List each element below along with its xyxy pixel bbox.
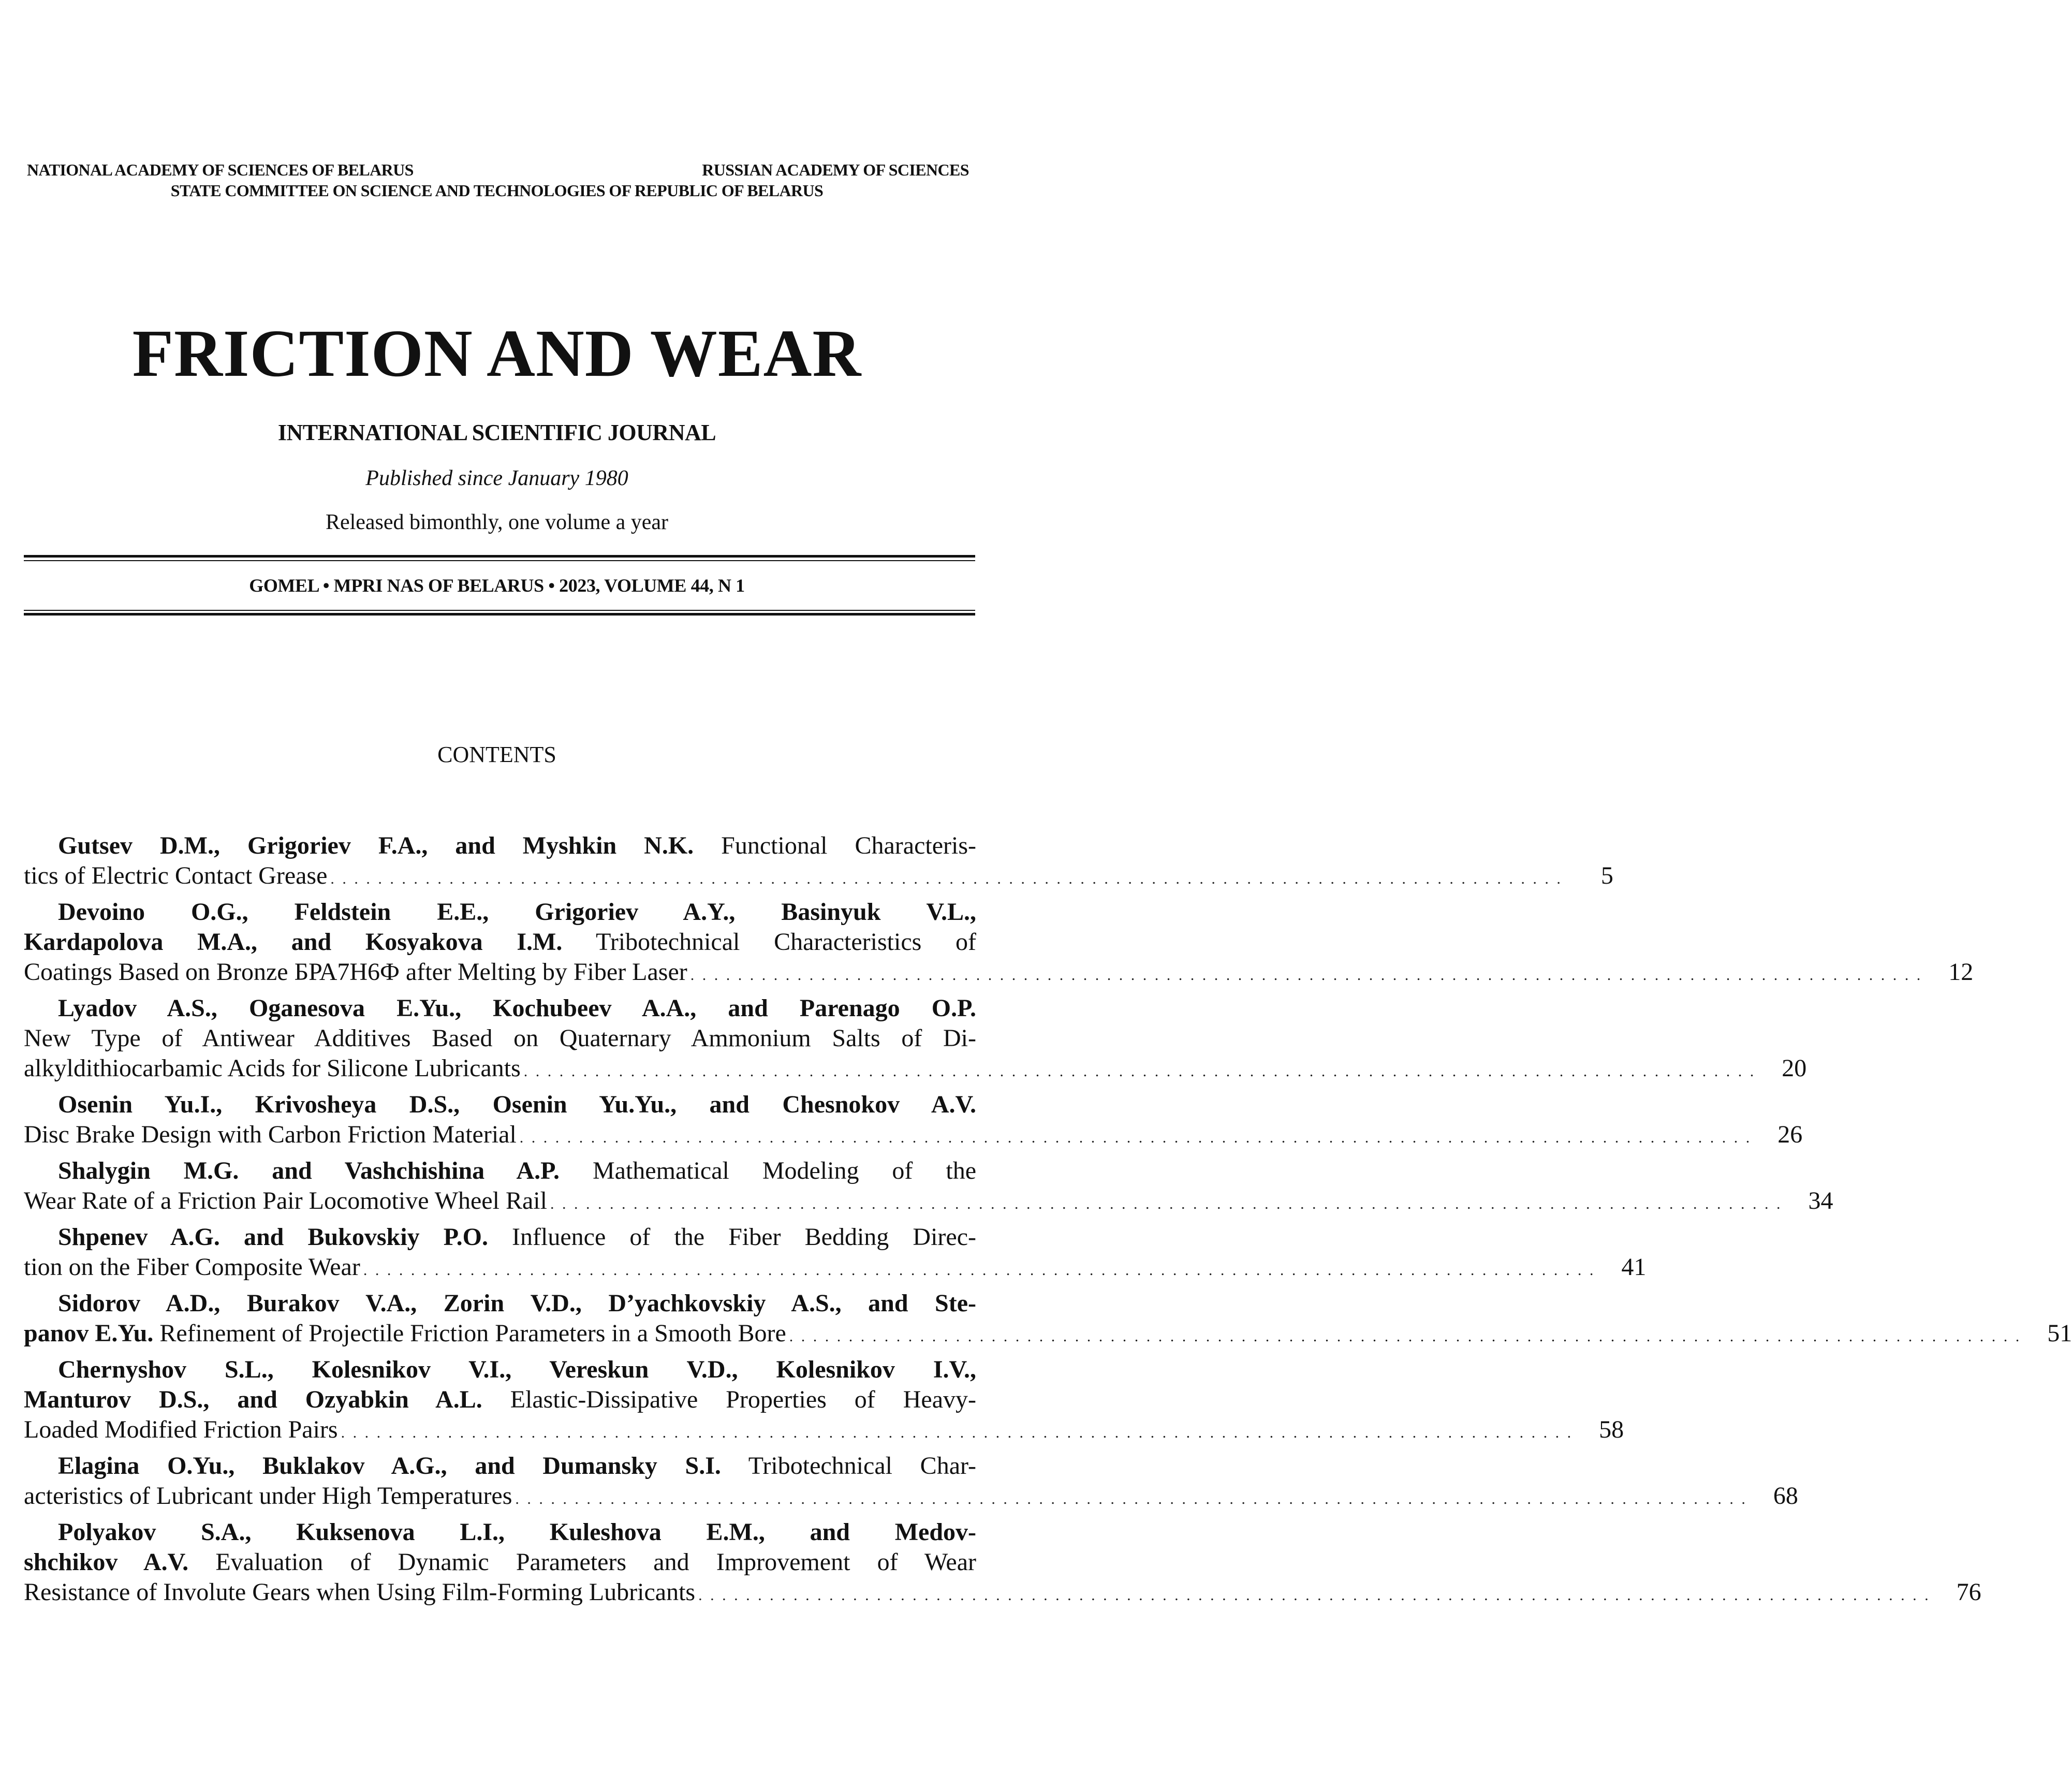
toc-entry[interactable] xyxy=(24,897,1974,987)
bottom-rule-thin xyxy=(24,610,975,611)
toc-entry-line xyxy=(24,831,976,861)
toc-entry-line xyxy=(24,897,976,927)
toc-entry-line xyxy=(24,1156,976,1186)
toc-title-part: tion on the Fiber Composite Wear xyxy=(24,1253,360,1281)
toc-authors: Devoino O.G., Feldstein E.E., Grigoriev A.Y., Basinyuk V.L., xyxy=(58,898,976,926)
toc-authors: Osenin Yu.I., Krivosheya D.S., Osenin Yu.Yu., and Chesnokov A.V. xyxy=(58,1091,976,1118)
toc-page-number: 51 xyxy=(2047,1320,2072,1347)
toc-entry-line xyxy=(24,1090,976,1120)
table-of-contents xyxy=(24,831,2072,1614)
toc-leader-dots: . . . . . . . . . . . . . . . . . . . . . . . . . . . . . . . . . . . . . . . . . . . . . . . . . . . . . . . . . . . . . . . . . . . . . . . . . . . . . . . . . . . . . . . . . . . . . . . . . . . . . . . . xyxy=(330,870,1563,887)
toc-page-number: 12 xyxy=(1948,958,1974,986)
journal-since: Published since January 1980 xyxy=(365,466,628,490)
toc-leader-dots: . . . . . . . . . . . . . . . . . . . . . . . . . . . . . . . . . . . . . . . . . . . . . . . . . . . . . . . . . . . . . . . . . . . . . . . . . . . . . . . . . . . . . . . . . . . . . . . . . . . . . . . . xyxy=(519,1129,1752,1146)
toc-authors: Kardapolova M.A., and Kosyakova I.M. xyxy=(24,928,563,956)
toc-entry[interactable] xyxy=(24,1451,1798,1511)
toc-page-number: 58 xyxy=(1599,1416,1624,1443)
toc-entry-last-line xyxy=(24,1120,1803,1150)
toc-entry-last-line xyxy=(24,1053,1807,1083)
toc-title-part: Coatings Based on Bronze БРА7Н6Ф after Melting by Fiber Laser xyxy=(24,958,687,986)
toc-entry-line xyxy=(24,1517,976,1547)
journal-frequency: Released bimonthly, one volume a year xyxy=(325,510,669,534)
toc-entry[interactable] xyxy=(24,993,1807,1083)
toc-leader-dots: . . . . . . . . . . . . . . . . . . . . . . . . . . . . . . . . . . . . . . . . . . . . . . . . . . . . . . . . . . . . . . . . . . . . . . . . . . . . . . . . . . . . . . . . . . . . . . . . . . . . . . . . xyxy=(523,1063,1756,1080)
top-rule-thin xyxy=(24,560,975,561)
contents-heading: CONTENTS xyxy=(437,742,556,767)
toc-authors: Lyadov A.S., Oganesova E.Yu., Kochubeev A.A., and Parenago O.P. xyxy=(58,994,976,1022)
toc-page-number: 41 xyxy=(1621,1253,1647,1281)
toc-page-number: 34 xyxy=(1808,1187,1833,1214)
toc-title-part: New Type of Antiwear Additives Based on Quaternary Ammonium Salts of Di- xyxy=(24,1024,976,1052)
toc-leader-dots: . . . . . . . . . . . . . . . . . . . . . . . . . . . . . . . . . . . . . . . . . . . . . . . . . . . . . . . . . . . . . . . . . . . . . . . . . . . . . . . . . . . . . . . . . . . . . . . . . . . . . . . . xyxy=(690,966,1923,984)
toc-title-part: Elastic-Dissipative Properties of Heavy- xyxy=(482,1386,976,1413)
toc-title-part: Disc Brake Design with Carbon Friction Material xyxy=(24,1121,517,1148)
toc-entry-line xyxy=(24,1355,976,1385)
toc-title-part: tics of Electric Contact Grease xyxy=(24,862,328,889)
toc-title-part: Resistance of Involute Gears when Using Film-Forming Lubricants xyxy=(24,1578,696,1606)
toc-authors: shchikov A.V. xyxy=(24,1548,189,1576)
toc-authors: Elagina O.Yu., Buklakov A.G., and Dumansky S.I. xyxy=(58,1452,721,1480)
toc-entry[interactable] xyxy=(24,1156,1833,1216)
toc-entry[interactable] xyxy=(24,1090,1803,1150)
toc-title-part: Loaded Modified Friction Pairs xyxy=(24,1416,338,1443)
toc-title-part: acteristics of Lubricant under High Temperatures xyxy=(24,1482,512,1510)
toc-entry-last-line xyxy=(24,1481,1798,1511)
toc-entry-line xyxy=(24,1385,976,1415)
journal-subtitle: INTERNATIONAL SCIENTIFIC JOURNAL xyxy=(277,420,716,445)
toc-leader-dots: . . . . . . . . . . . . . . . . . . . . . . . . . . . . . . . . . . . . . . . . . . . . . . . . . . . . . . . . . . . . . . . . . . . . . . . . . . . . . . . . . . . . . . . . . . . . . . . . . . . . . . . . xyxy=(515,1490,1747,1507)
toc-entry-line xyxy=(24,1547,976,1577)
toc-page-number: 68 xyxy=(1773,1482,1798,1510)
toc-title-part: Influence of the Fiber Bedding Direc- xyxy=(488,1223,976,1251)
toc-authors: Chernyshov S.L., Kolesnikov V.I., Vereskun V.D., Kolesnikov I.V., xyxy=(58,1356,976,1383)
toc-leader-dots: . . . . . . . . . . . . . . . . . . . . . . . . . . . . . . . . . . . . . . . . . . . . . . . . . . . . . . . . . . . . . . . . . . . . . . . . . . . . . . . . . . . . . . . . . . . . . . . . . . . . . . . . xyxy=(698,1587,1931,1604)
toc-entry-last-line xyxy=(24,1252,1647,1282)
toc-authors: Sidorov A.D., Burakov V.A., Zorin V.D., D’yachkovskiy A.S., and Ste- xyxy=(58,1290,976,1317)
toc-entry-last-line xyxy=(24,861,1613,891)
toc-leader-dots: . . . . . . . . . . . . . . . . . . . . . . . . . . . . . . . . . . . . . . . . . . . . . . . . . . . . . . . . . . . . . . . . . . . . . . . . . . . . . . . . . . . . . . . . . . . . . . . . . . . . . . . . xyxy=(341,1424,1574,1441)
toc-entry-line xyxy=(24,927,976,957)
toc-entry-line xyxy=(24,1451,976,1481)
toc-entry-last-line xyxy=(24,1415,1624,1445)
toc-entry-line xyxy=(24,993,976,1023)
toc-title-part xyxy=(24,1319,786,1349)
header-left-org: NATIONAL ACADEMY OF SCIENCES OF BELARUS xyxy=(27,160,414,179)
toc-title-part: Evaluation of Dynamic Parameters and Improvement of Wear xyxy=(188,1548,976,1576)
toc-entry-last-line xyxy=(24,1186,1833,1216)
toc-page-number: 20 xyxy=(1782,1055,1807,1082)
toc-authors: Gutsev D.M., Grigoriev F.A., and Myshkin N.K. xyxy=(58,832,694,859)
toc-title-part: alkyldithiocarbamic Acids for Silicone Lubricants xyxy=(24,1055,521,1082)
toc-authors: Shpenev A.G. and Bukovskiy P.O. xyxy=(58,1223,488,1251)
toc-title-part: Refinement of Projectile Friction Parameters in a Smooth Bore xyxy=(153,1320,786,1347)
toc-entry-last-line xyxy=(24,1319,2072,1349)
toc-entry[interactable] xyxy=(24,1517,1981,1607)
toc-entry-line xyxy=(24,1222,976,1252)
toc-authors: Manturov D.S., and Ozyabkin A.L. xyxy=(24,1386,482,1413)
toc-entry[interactable] xyxy=(24,1355,1624,1445)
toc-page-number: 5 xyxy=(1600,862,1613,889)
toc-authors: Polyakov S.A., Kuksenova L.I., Kuleshova E.M., and Medov- xyxy=(58,1518,976,1546)
header-right-org: RUSSIAN ACADEMY OF SCIENCES xyxy=(702,160,969,179)
toc-leader-dots: . . . . . . . . . . . . . . . . . . . . . . . . . . . . . . . . . . . . . . . . . . . . . . . . . . . . . . . . . . . . . . . . . . . . . . . . . . . . . . . . . . . . . . . . . . . . . . . . . . . . . . . . xyxy=(550,1195,1783,1212)
toc-title-part: Tribotechnical Characteristics of xyxy=(562,928,977,956)
toc-title-part: Tribotechnical Char- xyxy=(721,1452,977,1480)
toc-authors: Shalygin M.G. and Vashchishina A.P. xyxy=(58,1157,560,1184)
toc-authors: panov E.Yu. xyxy=(24,1320,154,1347)
header-center-org: STATE COMMITTEE ON SCIENCE AND TECHNOLOGIES OF REPUBLIC OF BELARUS xyxy=(170,181,824,200)
toc-entry[interactable] xyxy=(24,1222,1647,1282)
toc-entry-last-line xyxy=(24,957,1974,987)
toc-page-number: 26 xyxy=(1777,1121,1803,1148)
bottom-rule-thick xyxy=(24,613,975,616)
publication-info: GOMEL • MPRI NAS OF BELARUS • 2023, VOLUME 44, N 1 xyxy=(249,575,745,596)
toc-entry-line xyxy=(24,1288,976,1319)
toc-entry-last-line xyxy=(24,1577,1981,1607)
toc-title-part: Functional Characteris- xyxy=(694,832,976,859)
toc-title-part: Wear Rate of a Friction Pair Locomotive Wheel Rail xyxy=(24,1187,547,1214)
top-rule-thick xyxy=(24,555,975,558)
toc-page-number: 76 xyxy=(1956,1578,1981,1606)
toc-entry[interactable] xyxy=(24,831,1613,891)
toc-leader-dots: . . . . . . . . . . . . . . . . . . . . . . . . . . . . . . . . . . . . . . . . . . . . . . . . . . . . . . . . . . . . . . . . . . . . . . . . . . . . . . . . . . . . . . . . . . . . . . . . . . . . . . . . xyxy=(789,1328,2022,1345)
journal-title: FRICTION AND WEAR xyxy=(132,316,862,391)
toc-leader-dots: . . . . . . . . . . . . . . . . . . . . . . . . . . . . . . . . . . . . . . . . . . . . . . . . . . . . . . . . . . . . . . . . . . . . . . . . . . . . . . . . . . . . . . . . . . . . . . . . . . . . . . . . xyxy=(363,1262,1596,1279)
toc-entry[interactable] xyxy=(24,1288,2072,1349)
toc-title-part: Mathematical Modeling of the xyxy=(560,1157,976,1184)
toc-entry-line xyxy=(24,1023,976,1053)
